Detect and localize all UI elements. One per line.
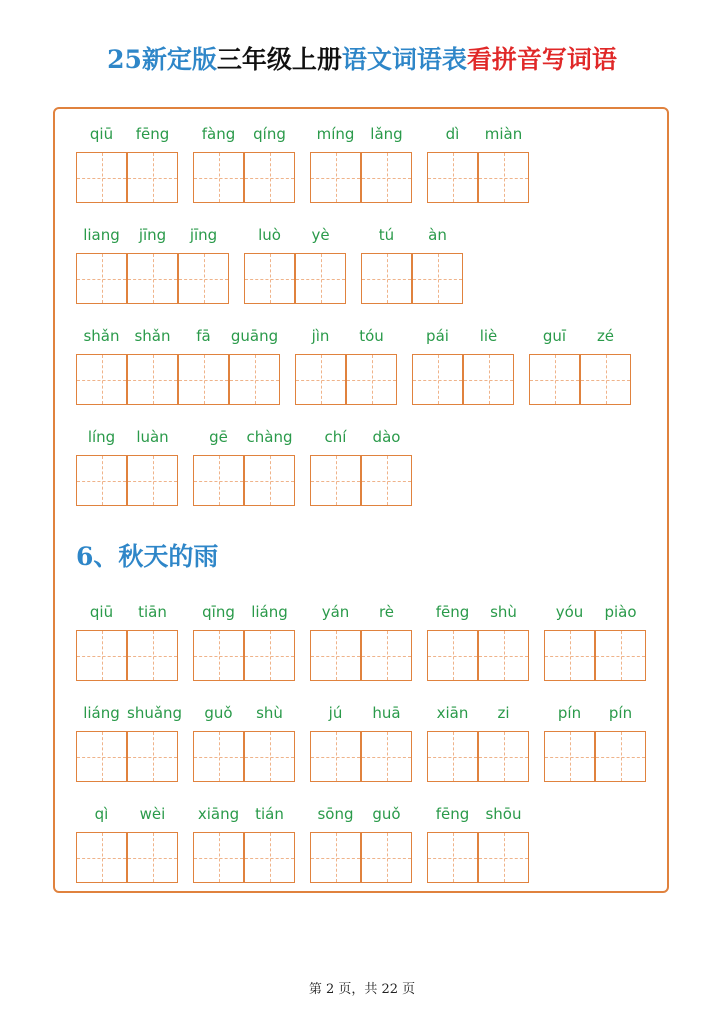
pinyin-label: dào: [372, 428, 401, 446]
writing-box[interactable]: [580, 354, 631, 405]
pinyin-label: tóu: [359, 327, 384, 345]
pinyin-label: zi: [497, 704, 510, 722]
guide-line-vertical: [153, 833, 154, 882]
pinyin-label: jú: [328, 704, 343, 722]
guide-line-vertical: [387, 631, 388, 680]
guide-line-vertical: [570, 631, 571, 680]
pinyin-label: qíng: [253, 125, 286, 143]
writing-box[interactable]: [478, 731, 529, 782]
writing-box[interactable]: [310, 630, 361, 681]
pinyin-label: líng: [87, 428, 116, 446]
pinyin-label: yán: [321, 603, 350, 621]
writing-box[interactable]: [193, 832, 244, 883]
guide-line-vertical: [102, 355, 103, 404]
writing-box[interactable]: [361, 152, 412, 203]
guide-line-vertical: [336, 833, 337, 882]
guide-line-vertical: [372, 355, 373, 404]
pinyin-label: dì: [445, 125, 460, 143]
guide-line-vertical: [204, 355, 205, 404]
guide-line-vertical: [387, 833, 388, 882]
guide-line-vertical: [387, 153, 388, 202]
guide-line-vertical: [336, 153, 337, 202]
writing-box[interactable]: [127, 152, 178, 203]
guide-line-vertical: [336, 732, 337, 781]
writing-box[interactable]: [478, 832, 529, 883]
guide-line-vertical: [153, 456, 154, 505]
guide-line-vertical: [219, 153, 220, 202]
writing-box[interactable]: [244, 455, 295, 506]
guide-line-vertical: [153, 254, 154, 303]
writing-box[interactable]: [229, 354, 280, 405]
pinyin-label: míng: [316, 125, 355, 143]
pinyin-label: qīng: [202, 603, 235, 621]
pinyin-label: liáng: [251, 603, 288, 621]
pinyin-label: pín: [557, 704, 582, 722]
guide-line-vertical: [102, 254, 103, 303]
guide-line-vertical: [555, 355, 556, 404]
writing-box[interactable]: [76, 253, 127, 304]
writing-box[interactable]: [361, 630, 412, 681]
guide-line-vertical: [102, 833, 103, 882]
pinyin-label: pái: [426, 327, 449, 345]
guide-line-vertical: [453, 732, 454, 781]
writing-box[interactable]: [544, 630, 595, 681]
writing-box[interactable]: [76, 731, 127, 782]
guide-line-vertical: [270, 732, 271, 781]
writing-box[interactable]: [193, 152, 244, 203]
pinyin-label: tú: [378, 226, 395, 244]
writing-box[interactable]: [427, 630, 478, 681]
writing-box[interactable]: [244, 731, 295, 782]
pinyin-label: qiū: [89, 603, 114, 621]
writing-box[interactable]: [544, 731, 595, 782]
pinyin-label: guǒ: [372, 805, 401, 823]
writing-box[interactable]: [295, 354, 346, 405]
pinyin-label: shǎn: [134, 327, 171, 345]
guide-line-vertical: [504, 153, 505, 202]
pinyin-label: xiān: [436, 704, 469, 722]
writing-box[interactable]: [193, 630, 244, 681]
pinyin-label: xiāng: [197, 805, 240, 823]
guide-line-vertical: [270, 254, 271, 303]
guide-line-vertical: [489, 355, 490, 404]
guide-line-vertical: [153, 732, 154, 781]
pinyin-label: gē: [209, 428, 228, 446]
pinyin-label: lǎng: [370, 125, 403, 143]
guide-line-vertical: [219, 833, 220, 882]
writing-box[interactable]: [478, 630, 529, 681]
pinyin-label: liang: [83, 226, 120, 244]
pinyin-label: chàng: [246, 428, 293, 446]
pinyin-label: jīng: [138, 226, 167, 244]
pinyin-label: wèi: [139, 805, 166, 823]
guide-line-vertical: [621, 732, 622, 781]
pinyin-label: tián: [255, 805, 284, 823]
writing-box[interactable]: [244, 630, 295, 681]
guide-line-vertical: [102, 456, 103, 505]
pinyin-label: fā: [196, 327, 211, 345]
writing-box[interactable]: [244, 832, 295, 883]
pinyin-label: guāng: [230, 327, 279, 345]
pinyin-label: shù: [256, 704, 283, 722]
guide-line-vertical: [453, 631, 454, 680]
writing-box[interactable]: [127, 832, 178, 883]
guide-line-vertical: [255, 355, 256, 404]
pinyin-label: àn: [428, 226, 447, 244]
writing-box[interactable]: [76, 455, 127, 506]
pinyin-label: luàn: [136, 428, 169, 446]
section-heading: 6、秋天的雨: [76, 542, 219, 571]
pinyin-label: guǒ: [204, 704, 233, 722]
guide-line-vertical: [504, 732, 505, 781]
guide-line-vertical: [570, 732, 571, 781]
writing-box[interactable]: [178, 354, 229, 405]
guide-line-vertical: [102, 732, 103, 781]
guide-line-vertical: [387, 732, 388, 781]
pinyin-label: fēng: [435, 805, 470, 823]
guide-line-vertical: [387, 254, 388, 303]
writing-box[interactable]: [295, 253, 346, 304]
guide-line-vertical: [102, 153, 103, 202]
pinyin-label: shōu: [485, 805, 522, 823]
writing-box[interactable]: [529, 354, 580, 405]
pinyin-label: miàn: [484, 125, 523, 143]
writing-box[interactable]: [193, 731, 244, 782]
guide-line-vertical: [102, 631, 103, 680]
pinyin-label: luò: [258, 226, 281, 244]
pinyin-label: liáng: [83, 704, 120, 722]
pinyin-label: shǎn: [83, 327, 120, 345]
writing-box[interactable]: [463, 354, 514, 405]
guide-line-vertical: [270, 153, 271, 202]
writing-box[interactable]: [412, 253, 463, 304]
pinyin-label: yè: [311, 226, 330, 244]
pinyin-label: shù: [490, 603, 517, 621]
guide-line-vertical: [621, 631, 622, 680]
title-segment: 看拼音写词语: [466, 45, 617, 74]
guide-line-vertical: [606, 355, 607, 404]
writing-box[interactable]: [310, 731, 361, 782]
guide-line-vertical: [321, 254, 322, 303]
pinyin-label: tiān: [138, 603, 167, 621]
pinyin-label: pín: [608, 704, 633, 722]
title-segment: 语文词语表: [341, 45, 467, 74]
writing-box[interactable]: [427, 731, 478, 782]
pinyin-label: fēng: [435, 603, 470, 621]
pinyin-label: rè: [378, 603, 395, 621]
page-title: [0, 38, 724, 82]
pinyin-label: jīng: [189, 226, 218, 244]
pinyin-label: yóu: [555, 603, 584, 621]
guide-line-vertical: [270, 833, 271, 882]
guide-line-vertical: [438, 254, 439, 303]
guide-line-vertical: [270, 631, 271, 680]
guide-line-vertical: [453, 153, 454, 202]
guide-line-vertical: [153, 153, 154, 202]
page-footer: 第 2 页，共 22 页: [308, 982, 416, 997]
guide-line-vertical: [270, 456, 271, 505]
writing-box[interactable]: [127, 354, 178, 405]
writing-box[interactable]: [310, 455, 361, 506]
pinyin-label: liè: [479, 327, 498, 345]
guide-line-vertical: [204, 254, 205, 303]
pinyin-label: fàng: [201, 125, 236, 143]
guide-line-vertical: [219, 456, 220, 505]
writing-box[interactable]: [127, 731, 178, 782]
writing-box[interactable]: [310, 832, 361, 883]
guide-line-vertical: [321, 355, 322, 404]
writing-box[interactable]: [361, 455, 412, 506]
writing-box[interactable]: [244, 253, 295, 304]
writing-box[interactable]: [310, 152, 361, 203]
writing-box[interactable]: [127, 630, 178, 681]
writing-box[interactable]: [76, 354, 127, 405]
guide-line-vertical: [504, 631, 505, 680]
pinyin-label: sōng: [317, 805, 354, 823]
pinyin-label: jìn: [311, 327, 330, 345]
pinyin-label: huā: [372, 704, 401, 722]
writing-box[interactable]: [76, 832, 127, 883]
writing-box[interactable]: [412, 354, 463, 405]
writing-box[interactable]: [127, 455, 178, 506]
guide-line-vertical: [219, 732, 220, 781]
writing-box[interactable]: [427, 832, 478, 883]
guide-line-vertical: [336, 631, 337, 680]
guide-line-vertical: [153, 631, 154, 680]
pinyin-label: chí: [324, 428, 347, 446]
pinyin-label: guī: [542, 327, 567, 345]
writing-box[interactable]: [361, 253, 412, 304]
writing-box[interactable]: [595, 731, 646, 782]
guide-line-vertical: [504, 833, 505, 882]
writing-box[interactable]: [427, 152, 478, 203]
pinyin-label: shuǎng: [127, 704, 183, 722]
pinyin-label: qiū: [89, 125, 114, 143]
guide-line-vertical: [153, 355, 154, 404]
pinyin-label: piào: [604, 603, 637, 621]
guide-line-vertical: [336, 456, 337, 505]
pinyin-label: zé: [596, 327, 615, 345]
guide-line-vertical: [219, 631, 220, 680]
guide-line-vertical: [438, 355, 439, 404]
writing-box[interactable]: [127, 253, 178, 304]
guide-line-vertical: [387, 456, 388, 505]
writing-box[interactable]: [76, 630, 127, 681]
pinyin-label: fēng: [135, 125, 170, 143]
writing-box[interactable]: [244, 152, 295, 203]
writing-box[interactable]: [76, 152, 127, 203]
writing-box[interactable]: [478, 152, 529, 203]
pinyin-label: qì: [94, 805, 109, 823]
guide-line-vertical: [453, 833, 454, 882]
writing-box[interactable]: [361, 832, 412, 883]
writing-box[interactable]: [595, 630, 646, 681]
title-segment: 三年级上册: [216, 45, 342, 74]
writing-box[interactable]: [346, 354, 397, 405]
writing-box[interactable]: [193, 455, 244, 506]
writing-box[interactable]: [361, 731, 412, 782]
writing-box[interactable]: [178, 253, 229, 304]
title-segment: 25新定版: [107, 45, 217, 74]
